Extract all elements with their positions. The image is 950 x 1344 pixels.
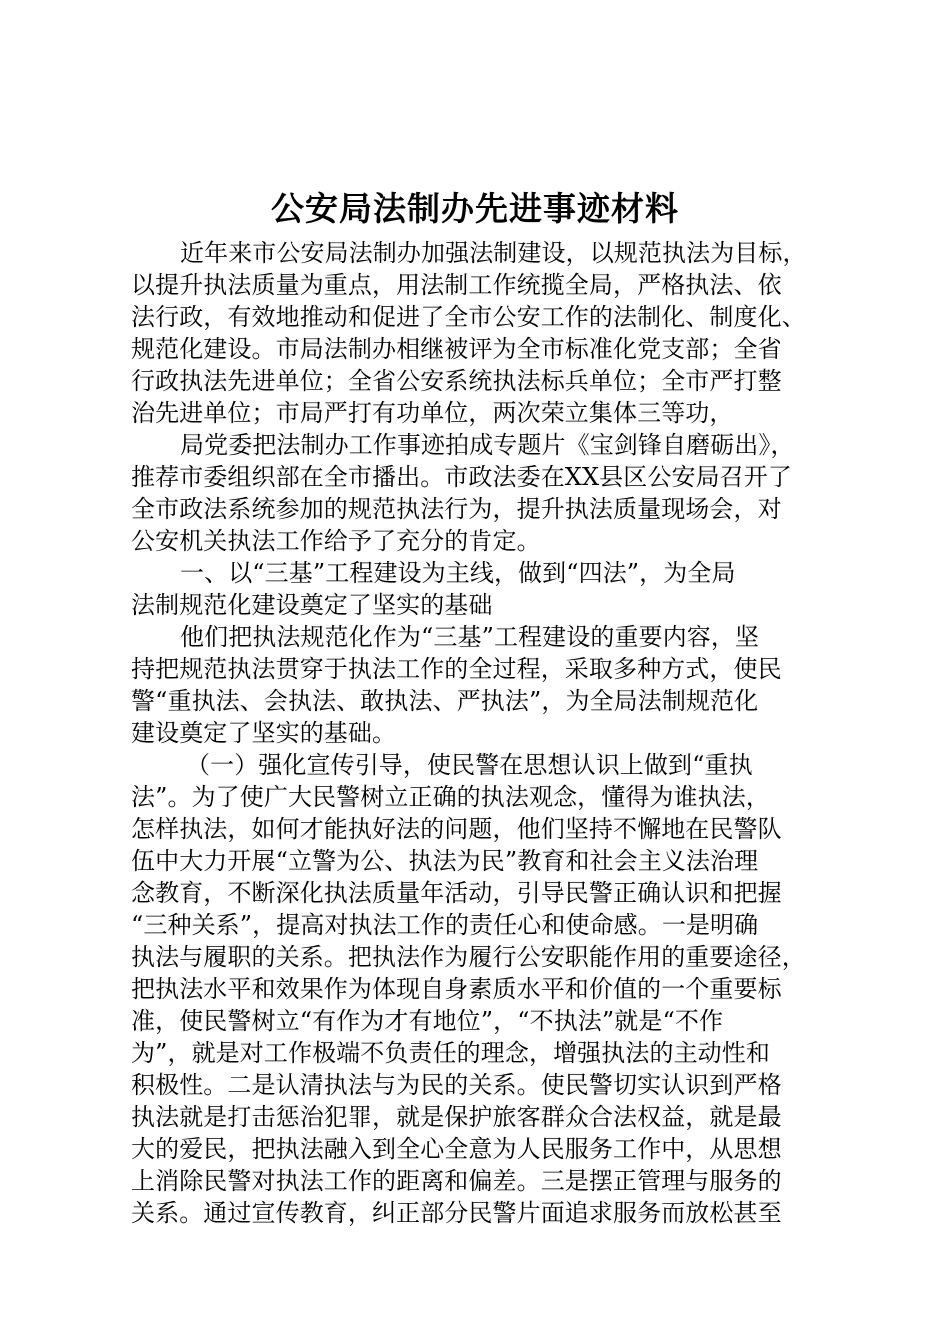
document-title: 公安局法制办先进事迹材料: [271, 189, 679, 228]
text-line: 规范化建设。市局法制办相继被评为全市标准化党支部；全省: [131, 335, 782, 363]
text-line: “三种关系”，提高对执法工作的责任心和使命感。一是明确: [131, 911, 759, 939]
text-line: 建设奠定了坚实的基础。: [131, 719, 397, 747]
text-line: 近年来市公安局法制办加强法制建设，以规范执法为目标，: [180, 239, 807, 267]
text-line: 积极性。二是认清执法与为民的关系。使民警切实认识到严格: [131, 1071, 782, 1099]
text-line: 执法与履职的关系。把执法作为履行公安职能作用的重要途径，: [131, 943, 806, 971]
text-line: 把执法水平和效果作为体现自身素质水平和价值的一个重要标: [131, 975, 782, 1003]
text-line: 关系。通过宣传教育，纠正部分民警片面追求服务而放松甚至: [131, 1199, 782, 1227]
text-line: 局党委把法制办工作事迹拍成专题片《宝剑锋自磨砺出》，: [180, 431, 795, 459]
text-line: 为”，就是对工作极端不负责任的理念，增强执法的主动性和: [131, 1039, 770, 1067]
text-line: 持把规范执法贯穿于执法工作的全过程，采取多种方式，使民: [131, 655, 782, 683]
text-line: （一）强化宣传引导，使民警在思想认识上做到“重执: [186, 751, 753, 779]
text-line: 警“重执法、会执法、敢执法、严执法”，为全局法制规范化: [131, 687, 759, 715]
text-line: 上消除民警对执法工作的距离和偏差。三是摆正管理与服务的: [131, 1167, 782, 1195]
text-line: 他们把执法规范化作为“三基”工程建设的重要内容，坚: [180, 623, 760, 651]
text-line: 法行政，有效地推动和促进了全市公安工作的法制化、制度化、: [131, 303, 806, 331]
text-line: 全市政法系统参加的规范执法行为，提升执法质量现场会，对: [131, 495, 782, 523]
text-line: 念教育，不断深化执法质量年活动，引导民警正确认识和把握: [131, 879, 782, 907]
text-line: 怎样执法，如何才能执好法的问题，他们坚持不懈地在民警队: [131, 815, 782, 843]
text-line: 行政执法先进单位；全省公安系统执法标兵单位；全市严打整: [131, 367, 782, 395]
section-heading-line: 法制规范化建设奠定了坚实的基础: [131, 591, 493, 619]
text-line: 推荐市委组织部在全市播出。市政法委在XX县区公安局召开了: [131, 463, 792, 491]
text-line: 大的爱民，把执法融入到全心全意为人民服务工作中，从思想: [131, 1135, 782, 1163]
text-line: 执法就是打击惩治犯罪，就是保护旅客群众合法权益，就是最: [131, 1103, 782, 1131]
section-heading-line: 一、以“三基”工程建设为主线，做到“四法”，为全局: [180, 559, 736, 587]
text-line: 伍中大力开展“立警为公、执法为民”教育和社会主义法治理: [131, 847, 759, 875]
text-line: 法”。为了使广大民警树立正确的执法观念，懂得为谁执法，: [131, 783, 770, 811]
text-line: 治先进单位；市局严打有功单位，两次荣立集体三等功，: [131, 399, 734, 427]
text-line: 准，使民警树立“有作为才有地位”，“不执法”就是“不作: [131, 1007, 724, 1035]
text-line: 公安机关执法工作给予了充分的肯定。: [131, 527, 541, 555]
text-line: 以提升执法质量为重点，用法制工作统揽全局，严格执法、依: [131, 271, 782, 299]
